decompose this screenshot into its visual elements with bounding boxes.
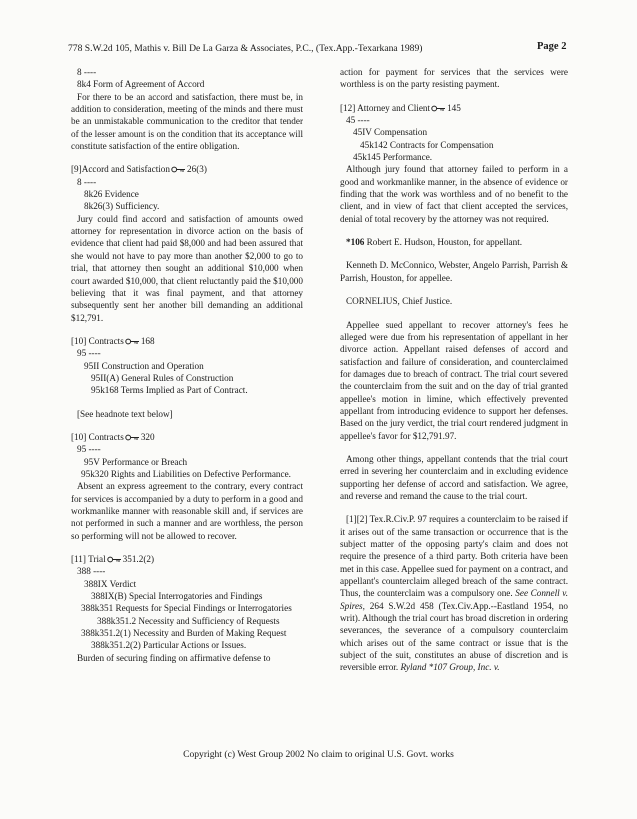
star-page-marker: *106 [346, 237, 365, 248]
headnote-9-heading [71, 163, 303, 175]
topic-line: 8k26(3) Sufficiency. [84, 201, 160, 212]
left-column [71, 66, 303, 664]
headnote-topic: [10] Contracts [71, 431, 124, 442]
headnote-10-heading [71, 335, 303, 347]
key-number: 351.2(2) [122, 554, 155, 565]
headnote-text: For there to be an accord and satisfaction, there must be, in addition to consideration, meeting of the minds and there must be an unmistakable communication to the creditor that tender of the lesser amount is on the condition that its acceptance will constitute satisfaction of the entire obligation. [71, 91, 303, 152]
headnote-12-heading [340, 102, 568, 114]
page-number: Page 2 [537, 41, 567, 52]
topic-line: 388IX(B) Special Interrogatories and Findings [91, 591, 263, 602]
headnote-10-heading [71, 431, 303, 443]
topic-line: 388k351.2 Necessity and Sufficiency of Requests [97, 615, 280, 626]
citation-header: 778 S.W.2d 105, Mathis v. Bill De La Garza & Associates, P.C., (Tex.App.-Texarkana 1989) [68, 43, 423, 54]
topic-line: 8 ---- [77, 176, 97, 187]
topic-line: 388k351.2(2) Particular Actions or Issues. [91, 640, 247, 651]
topic-line: 388k351 Requests for Special Findings or Interrogatories [81, 603, 292, 614]
key-number: 168 [140, 335, 155, 346]
opinion-paragraph: Among other things, appellant contends that the trial court erred in severing her counterclaim and in excluding evidence supporting her defense of accord and satisfaction. We agree, and reverse and remand the cause to the trial court. [340, 453, 568, 501]
topic-line: 95 ---- [77, 348, 101, 359]
key-number-icon [431, 103, 446, 110]
key-number-icon [125, 432, 140, 439]
topic-line: 45 ---- [346, 115, 370, 126]
topic-line: 8k26 Evidence [84, 189, 139, 200]
topic-line: 8 ---- [77, 67, 97, 77]
opinion-text: 264 S.W.2d 458 (Tex.Civ.App.--Eastland 1954, no writ). Although the trial court has broad discretion in ordering severances, the severance of a compulsory counterclaim which arises out of the same contract or issue that is the subject of the suit, constitutes an abuse of discretion and is reversible error. [340, 600, 568, 673]
counsel-appellant [340, 236, 568, 248]
topic-line: 95k168 Terms Implied as Part of Contract. [91, 385, 248, 396]
topic-line: 95V Performance or Breach [84, 456, 188, 467]
key-number-icon [107, 554, 122, 561]
key-number: 145 [447, 102, 461, 113]
headnote-topic: [10] Contracts [71, 335, 124, 346]
case-citation: See Connell v. Spires, [340, 588, 568, 611]
topic-line: 45k145 Performance. [353, 152, 433, 163]
case-citation: Ryland *107 Group, Inc. v. [400, 662, 500, 673]
headnote-text: Absent an express agreement to the contrary, every contract for services is accompanied by a duty to perform in a good and workmanlike manner with reasonable skill and, if services are not performed in such a manner and are worthless, the person so performing will not be allowed to recover. [71, 481, 303, 541]
opinion-paragraph: Appellee sued appellant to recover attorney's fees he alleged were due from his representation of appellant in her divorce action. Appellant raised defenses of accord and satisfaction and failure of consideration, and counterclaimed for damages due to breach of contract. The trial court severed the counterclaim from the suit and on the day of trial granted appellee's motion in limine, which effectively prevented appellant from introducing evidence to support her defenses. Based on the jury verdict, the trial court rendered judgment in appellee's favor for $12,791.97. [340, 319, 568, 441]
headnote-text: Although jury found that attorney failed to perform in a good and workmanlike manner, in the absence of evidence or finding that the work was worthless and of no benefit to the client, and in view of fact that client accepted the services, denial of total recovery by the attorney was not required. [340, 164, 568, 224]
topic-line: 95II Construction and Operation [84, 360, 204, 371]
headnote-topic: [9]Accord and Satisfaction [71, 164, 170, 175]
headnote-text: Burden of securing finding on affirmative defense to [77, 652, 271, 663]
right-column [340, 66, 568, 674]
topic-line: 95k320 Rights and Liabilities on Defective Performance. [81, 468, 291, 479]
headnote-topic: [12] Attorney and Client [340, 102, 431, 113]
opinion-paragraph [340, 513, 568, 673]
key-number: 320 [140, 431, 155, 442]
counsel-appellee: Kenneth D. McConnico, Webster, Angelo Parrish, Parrish & Parrish, Houston, for appellee. [340, 260, 568, 283]
headnote-topic: [11] Trial [71, 554, 106, 565]
see-headnote-note: [See headnote text below] [77, 408, 173, 419]
opinion-text: [1][2] Tex.R.Civ.P. 97 requires a counterclaim to be raised if it arises out of the same transaction or occurrence that is the subject matter of the opposing party's claim and does not require the presence of a third party. Both criteria have been met in this case. Appellee sued for payment on a contract, and appellant's counterclaim alleged breach of the same contract. Thus, the counterclaim was a compulsory one. [340, 514, 568, 599]
judge-line: CORNELIUS, Chief Justice. [346, 296, 453, 307]
topic-line: 388IX Verdict [84, 578, 137, 589]
key-number: 26(3) [187, 164, 207, 175]
headnote-text: Jury could find accord and satisfaction of amounts owed attorney for representation in divorce action on the basis of evidence that client had paid $8,000 and had been assured that she would not have to pay more than another $2,000 to go to trial, that attorney then sought an additional $10,000 when court awarded $10,000, that client reluctantly paid the $10,000 believing that it was final payment, and that attorney subsequently sent her another bill demanding an additional $12,791. [71, 213, 303, 323]
headnote-text: action for payment for services that the services were worthless is on the party resisting payment. [340, 67, 568, 90]
key-number-icon [125, 336, 140, 343]
topic-line: 388 ---- [77, 566, 106, 577]
topic-line: 95 ---- [77, 444, 101, 455]
topic-line: 45k142 Contracts for Compensation [360, 139, 494, 150]
topic-line: 8k4 Form of Agreement of Accord [77, 79, 205, 90]
topic-line: 95II(A) General Rules of Construction [91, 372, 234, 383]
headnote-11-heading [71, 553, 303, 565]
counsel-text: Robert E. Hudson, Houston, for appellant. [366, 237, 523, 248]
topic-line: 45IV Compensation [353, 127, 428, 138]
topic-line: 388k351.2(1) Necessity and Burden of Making Request [81, 628, 287, 639]
copyright-footer: Copyright (c) West Group 2002 No claim to original U.S. Govt. works [183, 749, 454, 760]
key-number-icon [171, 164, 186, 171]
